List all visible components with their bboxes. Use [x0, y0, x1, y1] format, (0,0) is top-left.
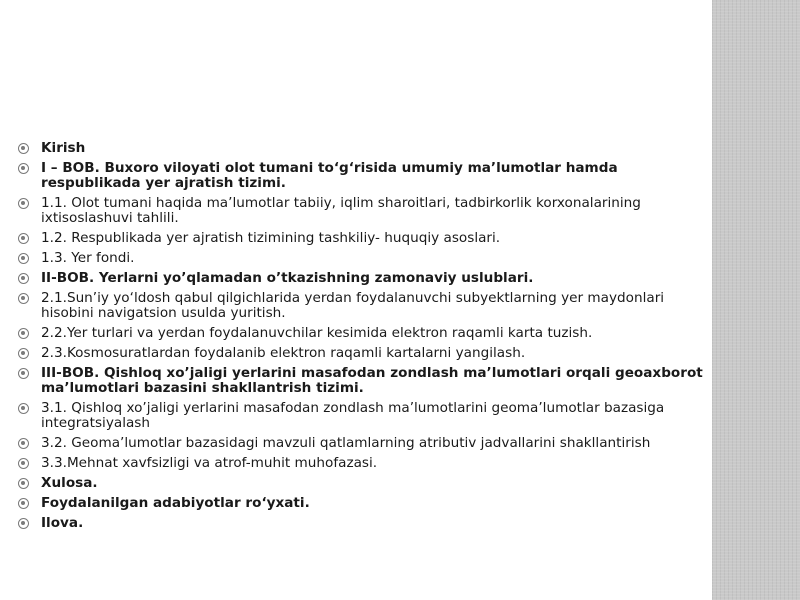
circle-bullet-icon: [18, 478, 29, 489]
toc-item-text: II-BOB. Yerlarni yo’qlamadan o’tkazishning zamonaviy uslublari.: [41, 270, 534, 286]
toc-item-section-2-2: [18, 326, 704, 341]
toc-item-section-3-3: [18, 456, 704, 471]
circle-bullet-icon: [18, 163, 29, 174]
toc-item-chapter-2: [18, 271, 704, 286]
circle-bullet-icon: [18, 403, 29, 414]
toc-item-section-1-2: [18, 231, 704, 246]
circle-bullet-icon: [18, 348, 29, 359]
toc-item-text: Foydalanilgan adabiyotlar ro‘yxati.: [41, 495, 310, 511]
circle-bullet-icon: [18, 273, 29, 284]
toc-item-section-2-1: [18, 291, 704, 321]
toc-item-text: 1.2. Respublikada yer ajratish tizimining tashkiliy- huquqiy asoslari.: [41, 230, 501, 246]
toc-item-text: 3.3.Mehnat xavfsizligi va atrof-muhit muhofazasi.: [41, 455, 378, 471]
circle-bullet-icon: [18, 198, 29, 209]
toc-item-kirish: [18, 141, 704, 156]
toc-item-ilova: [18, 516, 704, 531]
toc-item-text: Kirish: [41, 140, 86, 156]
toc-item-text: III-BOB. Qishloq xo’jaligi yerlarini masafodan zondlash ma’lumotlari orqali geoaxborot ma’lumotlari bazasini shakllantrish tizimi.: [41, 365, 703, 396]
toc-item-section-3-2: [18, 436, 704, 451]
toc-item-chapter-1: [18, 161, 704, 191]
toc-item-section-3-1: [18, 401, 704, 431]
toc-item-text: 2.3.Kosmosuratlardan foydalanib elektron raqamli kartalarni yangilash.: [41, 345, 526, 361]
toc-item-text: 2.2.Yer turlari va yerdan foydalanuvchilar kesimida elektron raqamli karta tuzish.: [41, 325, 593, 341]
circle-bullet-icon: [18, 293, 29, 304]
circle-bullet-icon: [18, 438, 29, 449]
table-of-contents: [18, 141, 704, 536]
circle-bullet-icon: [18, 143, 29, 154]
circle-bullet-icon: [18, 233, 29, 244]
toc-item-text: Xulosa.: [41, 475, 98, 491]
toc-item-text: 3.1. Qishloq xo’jaligi yerlarini masafodan zondlash ma’lumotlarini geoma’lumotlar bazasiga integratsiyalash: [41, 400, 665, 431]
decorative-side-panel: [712, 0, 800, 600]
toc-item-xulosa: [18, 476, 704, 491]
toc-item-text: 1.1. Olot tumani haqida ma’lumotlar tabiiy, iqlim sharoitlari, tadbirkorlik korxonalarining ixtisoslashuvi tahlili.: [41, 195, 641, 226]
circle-bullet-icon: [18, 458, 29, 469]
toc-item-text: 3.2. Geoma’lumotlar bazasidagi mavzuli qatlamlarning atributiv jadvallarini shakllantirish: [41, 435, 651, 451]
toc-item-section-1-1: [18, 196, 704, 226]
toc-item-text: I – BOB. Buxoro viloyati olot tumani to‘g‘risida umumiy ma’lumotlar hamda respublikada yer ajratish tizimi.: [41, 160, 618, 191]
toc-item-text: Ilova.: [41, 515, 84, 531]
toc-item-references: [18, 496, 704, 511]
circle-bullet-icon: [18, 253, 29, 264]
toc-item-section-2-3: [18, 346, 704, 361]
circle-bullet-icon: [18, 328, 29, 339]
circle-bullet-icon: [18, 518, 29, 529]
toc-item-text: 1.3. Yer fondi.: [41, 250, 135, 266]
toc-item-text: 2.1.Sun’iy yo‘ldosh qabul qilgichlarida yerdan foydalanuvchi subyektlarning yer maydonlari hisobini navigatsion usulda yuritish.: [41, 290, 665, 321]
circle-bullet-icon: [18, 498, 29, 509]
toc-item-chapter-3: [18, 366, 704, 396]
toc-item-section-1-3: [18, 251, 704, 266]
circle-bullet-icon: [18, 368, 29, 379]
